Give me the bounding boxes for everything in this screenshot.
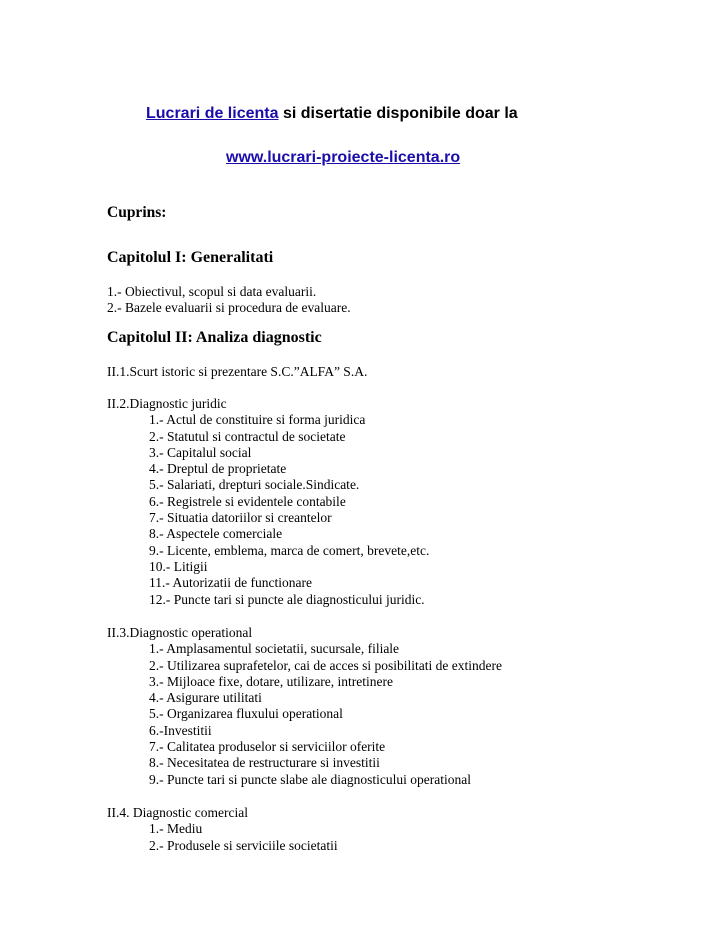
section-2-4 bbox=[107, 805, 338, 854]
chapter-1-item: 1.- Obiectivul, scopul si data evaluarii. bbox=[107, 284, 317, 299]
website-link[interactable]: www.lucrari-proiecte-licenta.ro bbox=[226, 149, 461, 166]
section-2-3-item: 8.- Necesitatea de restructurare si investitii bbox=[149, 755, 380, 771]
chapter-1-title: Capitolul I: Generalitati bbox=[107, 249, 274, 266]
section-2-2-item: 12.- Puncte tari si puncte ale diagnosticului juridic. bbox=[149, 591, 425, 607]
section-2-2-item: 10.- Litigii bbox=[149, 558, 208, 574]
section-2-3-title: II.3.Diagnostic operational bbox=[107, 625, 253, 640]
section-2-2-item: 3.- Capitalul social bbox=[149, 444, 252, 460]
section-2-3-item: 1.- Amplasamentul societatii, sucursale, filiale bbox=[149, 641, 400, 657]
section-2-2-item: 6.- Registrele si evidentele contabile bbox=[149, 493, 346, 509]
section-2-4-title: II.4. Diagnostic comercial bbox=[107, 805, 248, 820]
section-2-3-item: 2.- Utilizarea suprafetelor, cai de acces si posibilitati de extindere bbox=[149, 657, 502, 673]
section-2-1-title: II.1.Scurt istoric si prezentare S.C.”ALFA” S.A. bbox=[107, 364, 368, 379]
section-2-2-item: 5.- Salariati, drepturi sociale.Sindicate. bbox=[149, 477, 360, 493]
section-2-2-item: 9.- Licente, emblema, marca de comert, brevete,etc. bbox=[149, 542, 430, 558]
section-2-3-item: 6.-Investitii bbox=[149, 722, 212, 738]
promo-banner-line-2 bbox=[226, 148, 460, 168]
section-2-2-item: 8.- Aspectele comerciale bbox=[149, 526, 283, 542]
chapter-1-item: 2.- Bazele evaluarii si procedura de evaluare. bbox=[107, 300, 351, 315]
section-2-3-item: 5.- Organizarea fluxului operational bbox=[149, 706, 343, 722]
section-2-2 bbox=[107, 396, 429, 608]
promo-banner-text: si disertatie disponibile doar la bbox=[278, 105, 518, 122]
section-2-2-item: 4.- Dreptul de proprietate bbox=[149, 461, 287, 477]
section-2-3 bbox=[107, 625, 502, 788]
section-2-3-item: 3.- Mijloace fixe, dotare, utilizare, intretinere bbox=[149, 673, 394, 689]
section-2-2-item: 2.- Statutul si contractul de societate bbox=[149, 428, 346, 444]
section-2-3-item: 7.- Calitatea produselor si serviciilor oferite bbox=[149, 739, 386, 755]
chapter-2-title: Capitolul II: Analiza diagnostic bbox=[107, 329, 322, 346]
section-2-3-item: 9.- Puncte tari si puncte slabe ale diagnosticului operational bbox=[149, 771, 472, 787]
promo-banner-line-1 bbox=[146, 104, 518, 124]
section-2-2-item: 7.- Situatia datoriilor si creantelor bbox=[149, 510, 332, 526]
toc-heading: Cuprins: bbox=[107, 204, 167, 221]
section-2-3-item: 4.- Asigurare utilitati bbox=[149, 690, 262, 706]
section-2-4-item: 2.- Produsele si serviciile societatii bbox=[149, 837, 338, 853]
licenta-link[interactable]: Lucrari de licenta bbox=[146, 105, 279, 122]
section-2-2-item: 11.- Autorizatii de functionare bbox=[149, 575, 312, 591]
section-2-2-item: 1.- Actul de constituire si forma juridica bbox=[149, 412, 366, 428]
section-2-4-item: 1.- Mediu bbox=[149, 821, 203, 837]
section-2-2-title: II.2.Diagnostic juridic bbox=[107, 396, 227, 411]
